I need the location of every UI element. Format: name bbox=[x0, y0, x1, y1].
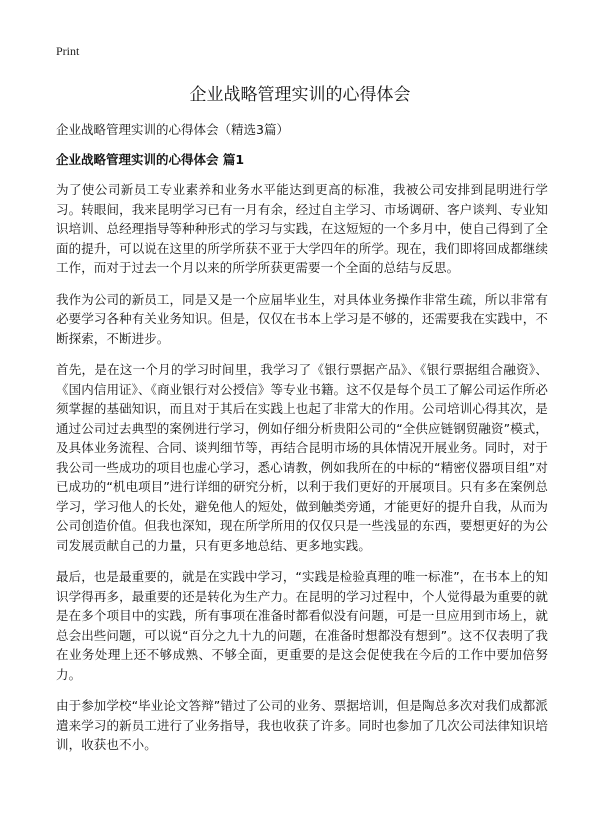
paragraph-intro: 为了使公司新员工专业素养和业务水平能达到更高的标准，我被公司安排到昆明进行学习。转眼间，我来昆明学习已有一月有余，经过自主学习、市场调研、客户谈判、专业知识培训、总经理指导等种种形式的学习与实践，在这短短的一个多月中，使自己得到了全面的提升，可以说在这里的所学所获不亚于大学四年的所学。现在，我们即将回成都继续工作，而对于过去一个月以来的所学所获更需要一个全面的总结与反思。 bbox=[56, 182, 548, 275]
document-subtitle: 企业战略管理实训的心得体会（精选3篇） bbox=[56, 122, 289, 137]
paragraph-last: 最后，也是最重要的，就是在实践中学习，“实践是检验真理的唯一标准”，在书本上的知识学得再多，最重要的还是转化为生产力。在昆明的学习过程中，个人觉得最为重要的就是在多个项目中的实践，所有事项在准备时都看似没有问题，可是一旦应用到市场上，就总会出些问题，可以说“百分之九十九的问题，在准备时想都没有想到”。这不仅表明了我在业务处理上还不够成熟、不够全面，更重要的是这会促使我在今后的工作中要加倍努力。 bbox=[56, 569, 548, 682]
paragraph-training: 由于参加学校“毕业论文答辩”错过了公司的业务、票据培训，但是陶总多次对我们成都派遣来学习的新员工进行了业务指导，我也收获了许多。同时也参加了几次公司法律知识培训，收获也不小。 bbox=[56, 698, 548, 752]
print-link[interactable]: Print bbox=[56, 44, 80, 58]
section-heading: 企业战略管理实训的心得体会 篇1 bbox=[56, 152, 245, 167]
paragraph-first: 首先，是在这一个月的学习时间里，我学习了《银行票据产品》、《银行票据组合融资》、《国内信用证》、《商业银行对公授信》等专业书籍。这不仅是每个员工了解公司运作所必须掌握的基础知识，而且对于其后在实践上也起了非常大的作用。公司培训心得其次，是通过公司过去典型的案例进行学习，例如仔细分析贵阳公司的“全供应链钢贸融资”模式，及具体业务流程、合同、谈判细节等，再结合昆明市场的具体情况开展业务。同时，对于我公司一些成功的项目也虚心学习，悉心请教，例如我所在的中标的“精密仪器项目组”对已成功的“机电项目”进行详细的研究分析，以利于我们更好的开展项目。只有多在案例总学习，学习他人的长处，避免他人的短处，做到触类旁通，才能更好的提升自我，从而为公司创造价值。但我也深知，现在所学所用的仅仅只是一些浅显的东西，要想更好的为公司发展贡献自己的力量，只有更多地总结、更多地实践。 bbox=[56, 362, 548, 553]
page-title: 企业战略管理实训的心得体会 bbox=[189, 85, 411, 105]
paragraph-new-employee: 我作为公司的新员工，同是又是一个应届毕业生，对具体业务操作非常生疏，所以非常有必要学习各种有关业务知识。但是，仅仅在书本上学习是不够的，还需要我在实践中，不断探索，不断进步。 bbox=[56, 291, 548, 346]
article-body bbox=[56, 180, 548, 767]
